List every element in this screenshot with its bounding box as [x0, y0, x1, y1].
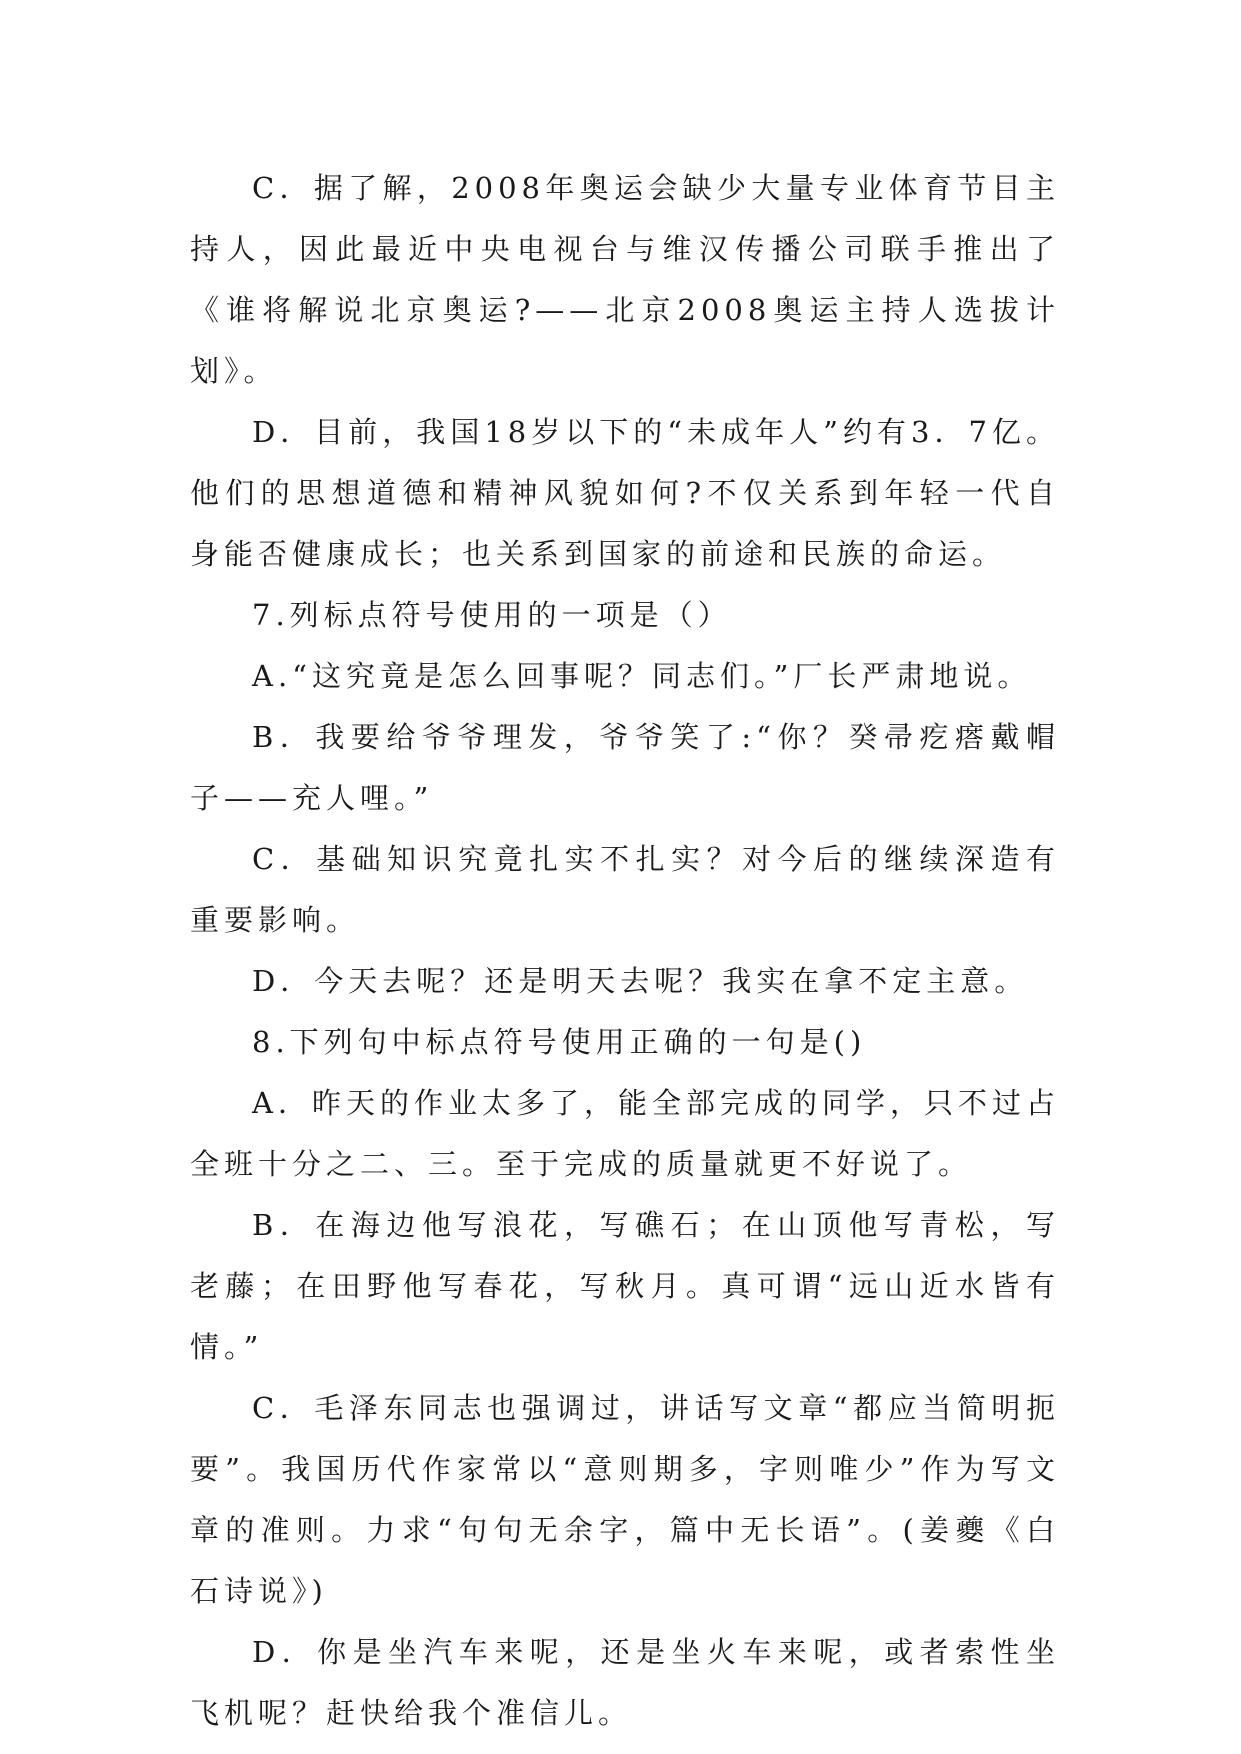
paragraph-6c-option: C．据了解，2008年奥运会缺少大量专业体育节目主持人，因此最近中央电视台与维汉传播公司联手推出了《谁将解说北京奥运?——北京2008奥运主持人选拔计划》。 [190, 171, 1060, 388]
question-7-stem: 7.列标点符号使用的一项是（） [252, 598, 732, 632]
question-7-option-c: C．基础知识究竟扎实不扎实？对今后的继续深造有重要影响。 [190, 842, 1060, 937]
question-8-option-c: C．毛泽东同志也强调过，讲话写文章“都应当简明扼要”。我国历代作家常以“意则期多，字则唯少”作为写文章的准则。力求“句句无余字，篇中无长语”。(姜夔《白石诗说》) [190, 1391, 1060, 1608]
question-8-option-d: D．你是坐汽车来呢，还是坐火车来呢，或者索性坐飞机呢？赶快给我个准信儿。 [190, 1635, 1060, 1730]
question-8-option-a: A．昨天的作业太多了，能全部完成的同学，只不过占全班十分之二、三。至于完成的质量就更不好说了。 [190, 1086, 1060, 1181]
question-8-option-b: B．在海边他写浪花，写礁石；在山顶他写青松，写老藤；在田野他写春花，写秋月。真可谓“远山近水皆有情。” [190, 1208, 1060, 1364]
question-7-option-d: D．今天去呢？还是明天去呢？我实在拿不定主意。 [252, 964, 1029, 998]
document-body [190, 158, 1060, 1744]
question-7-option-b: B．我要给爷爷理发，爷爷笑了:“你？癸帚疙瘩戴帽子——充人哩。” [190, 720, 1060, 815]
question-7-option-a: A.“这究竟是怎么回事呢？同志们。”厂长严肃地说。 [252, 659, 1032, 693]
question-8-stem: 8.下列句中标点符号使用正确的一句是() [252, 1025, 867, 1059]
paragraph-6d-option: D．目前，我国18岁以下的“未成年人”约有3．7亿。他们的思想道德和精神风貌如何?不仅关系到年轻一代自身能否健康成长；也关系到国家的前途和民族的命运。 [190, 415, 1060, 571]
